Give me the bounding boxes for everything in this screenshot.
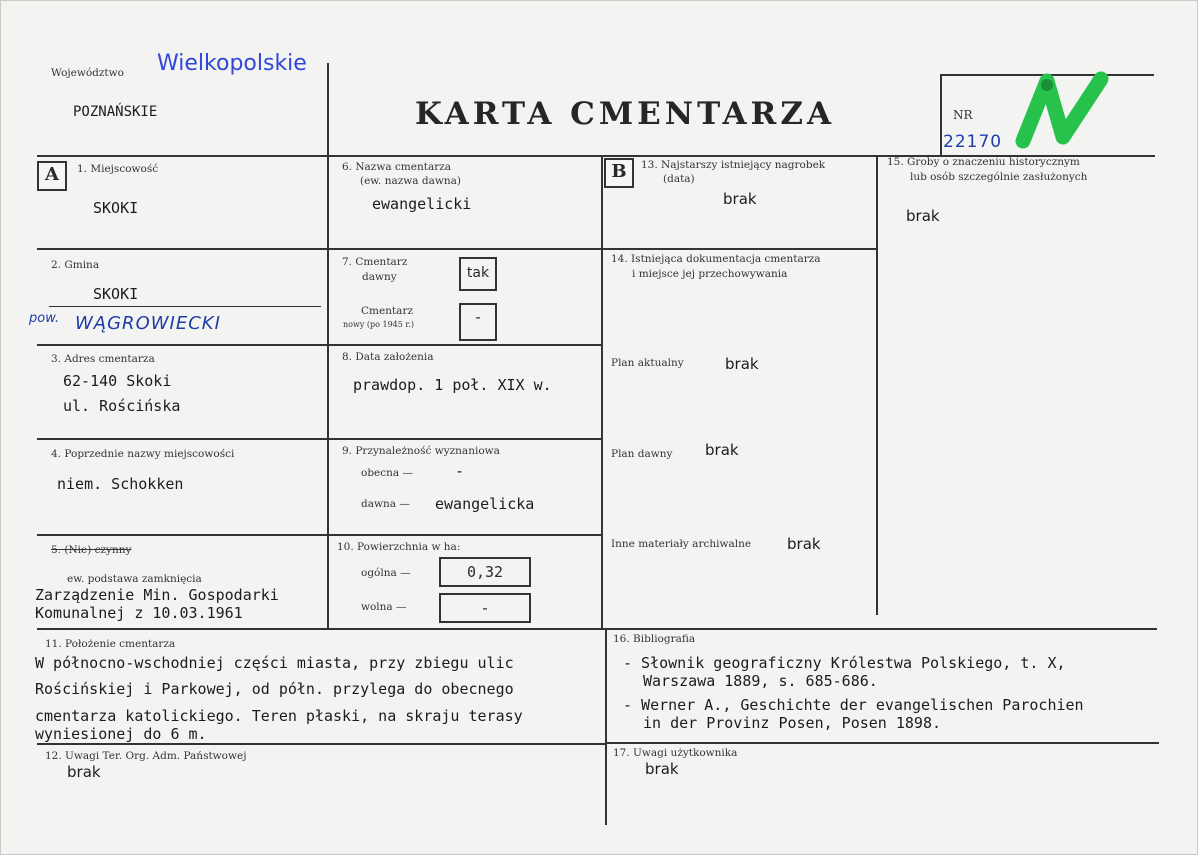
nr-label: NR <box>953 108 973 122</box>
field-16-b2-line1: - Werner A., Geschichte der evangelischen Parochien <box>623 696 1084 714</box>
field-4-value: niem. Schokken <box>57 475 184 493</box>
field-10-wolna-value: - <box>480 599 490 617</box>
field-11-line1: W północno-wschodniej części miasta, przy zbiegu ulic <box>35 654 514 672</box>
field-15-label-1: 15. Groby o znaczeniu historycznym <box>887 156 1080 168</box>
field-13-label-1: 13. Najstarszy istniejący nagrobek <box>641 159 826 171</box>
field-11-line4: wyniesionej do 6 m. <box>35 725 207 743</box>
field-12-value: brak <box>67 763 101 781</box>
bottom-section-rule <box>37 628 1157 630</box>
field-12-label: 12. Uwagi Ter. Org. Adm. Państwowej <box>45 750 247 762</box>
inne-materialy-value: brak <box>787 535 821 553</box>
field-6-label-1: 6. Nazwa cmentarza <box>342 161 452 173</box>
field-10-ogolna-box <box>439 557 531 587</box>
field-3-line2: ul. Rościńska <box>63 397 181 415</box>
field-1-label: 1. Miejscowość <box>77 163 159 175</box>
wojewodztwo-typed: POZNAŃSKIE <box>73 104 158 120</box>
field-9-label: 9. Przynależność wyznaniowa <box>342 445 500 457</box>
wojewodztwo-label: Województwo <box>51 67 124 79</box>
column-divider-b <box>601 157 603 629</box>
field-10-wolna-label: wolna — <box>361 601 407 613</box>
field-7-dawny-label-2: dawny <box>362 271 397 283</box>
field-10-ogolna-label: ogólna — <box>361 567 411 579</box>
field-2-value: SKOKI <box>93 285 139 303</box>
section-b-badge: B <box>604 158 634 188</box>
field-7-nowy-label-1: Cmentarz <box>361 305 413 317</box>
field-7-nowy-value: - <box>473 308 483 326</box>
nr-box-left <box>940 75 942 157</box>
field-9-dawna-label: dawna — <box>361 498 410 510</box>
row-rule-4 <box>37 534 603 536</box>
field-10-ogolna-value: 0,32 <box>466 563 504 581</box>
field-4-label: 4. Poprzednie nazwy miejscowości <box>51 448 235 460</box>
field-1-value: SKOKI <box>93 199 139 217</box>
field-7-dawny-box <box>459 257 497 291</box>
field-17-value: brak <box>645 760 679 778</box>
powiat-value: WĄGROWIECKI <box>75 313 221 334</box>
field-15-label-2: lub osób szczególnie zasłużonych <box>910 171 1088 183</box>
field-7-nowy-box <box>459 303 497 341</box>
field-13-label-2: (data) <box>663 173 695 185</box>
gmina-underline <box>49 306 321 307</box>
field-8-label: 8. Data założenia <box>342 351 434 363</box>
powiat-prefix: pow. <box>29 311 60 326</box>
plan-dawny-value: brak <box>705 441 739 459</box>
field-9-obecna-value: - <box>455 462 465 480</box>
column-divider-c <box>876 157 878 615</box>
field-6-label-2: (ew. nazwa dawna) <box>360 175 461 187</box>
field-10-label: 10. Powierzchnia w ha: <box>337 541 461 553</box>
bottom-column-divider <box>605 630 607 825</box>
column-divider-a <box>327 157 329 629</box>
field-17-label: 17. Uwagi użytkownika <box>613 747 738 759</box>
field-11-label: 11. Położenie cmentarza <box>45 638 176 650</box>
field-15-value: brak <box>906 207 940 225</box>
field-16-b2-line2: in der Provinz Posen, Posen 1898. <box>643 714 942 732</box>
inne-materialy-label: Inne materiały archiwalne <box>611 538 752 550</box>
field-3-line1: 62-140 Skoki <box>63 372 172 390</box>
field-5-line2: Komunalnej z 10.03.1961 <box>35 604 243 622</box>
field-7-nowy-label-2: nowy (po 1945 r.) <box>343 320 414 329</box>
green-checkmark-icon <box>1003 65 1133 160</box>
field-11-line3: cmentarza katolickiego. Teren płaski, na skraju terasy <box>35 707 523 725</box>
page-title: KARTA CMENTARZA <box>415 96 835 132</box>
row-rule-2 <box>37 344 603 346</box>
field-5-label: 5. (Nie) czynny <box>51 544 132 556</box>
field-14-label-2: i miejsce jej przechowywania <box>632 268 788 280</box>
plan-aktualny-label: Plan aktualny <box>611 357 684 369</box>
field-14-label-1: 14. Istniejąca dokumentacja cmentarza <box>611 253 821 265</box>
field-16-b1-line1: - Słownik geograficzny Królestwa Polskiego, t. X, <box>623 654 1066 672</box>
plan-dawny-label: Plan dawny <box>611 448 673 460</box>
field-9-dawna-value: ewangelicka <box>435 495 535 513</box>
field-16-label: 16. Bibliografia <box>613 633 696 645</box>
field-6-value: ewangelicki <box>372 195 472 213</box>
field-2-label: 2. Gmina <box>51 259 100 271</box>
field-3-label: 3. Adres cmentarza <box>51 353 155 365</box>
field-8-value: prawdop. 1 poł. XIX w. <box>353 376 552 394</box>
field-16-b1-line2: Warszawa 1889, s. 685-686. <box>643 672 878 690</box>
field-10-wolna-box <box>439 593 531 623</box>
plan-aktualny-value: brak <box>725 355 759 373</box>
field-11-line2: Rościńskiej i Parkowej, od półn. przylega do obecnego <box>35 680 514 698</box>
field-5-sub: ew. podstawa zamknięcia <box>67 573 202 585</box>
row-rule-1 <box>37 248 877 250</box>
field-5-line1: Zarządzenie Min. Gospodarki <box>35 586 279 604</box>
row-rule-3 <box>37 438 603 440</box>
nr-value: 22170 <box>943 132 1003 152</box>
field-13-value: brak <box>723 190 757 208</box>
bottom-right-rule <box>607 742 1159 744</box>
field-9-obecna-label: obecna — <box>361 467 413 479</box>
section-a-badge: A <box>37 161 67 191</box>
wojewodztwo-stamp: Wielkopolskie <box>157 51 307 76</box>
field-7-dawny-value: tak <box>466 265 490 281</box>
field-7-dawny-label-1: 7. Cmentarz <box>342 256 408 268</box>
header-divider-line <box>327 63 329 158</box>
